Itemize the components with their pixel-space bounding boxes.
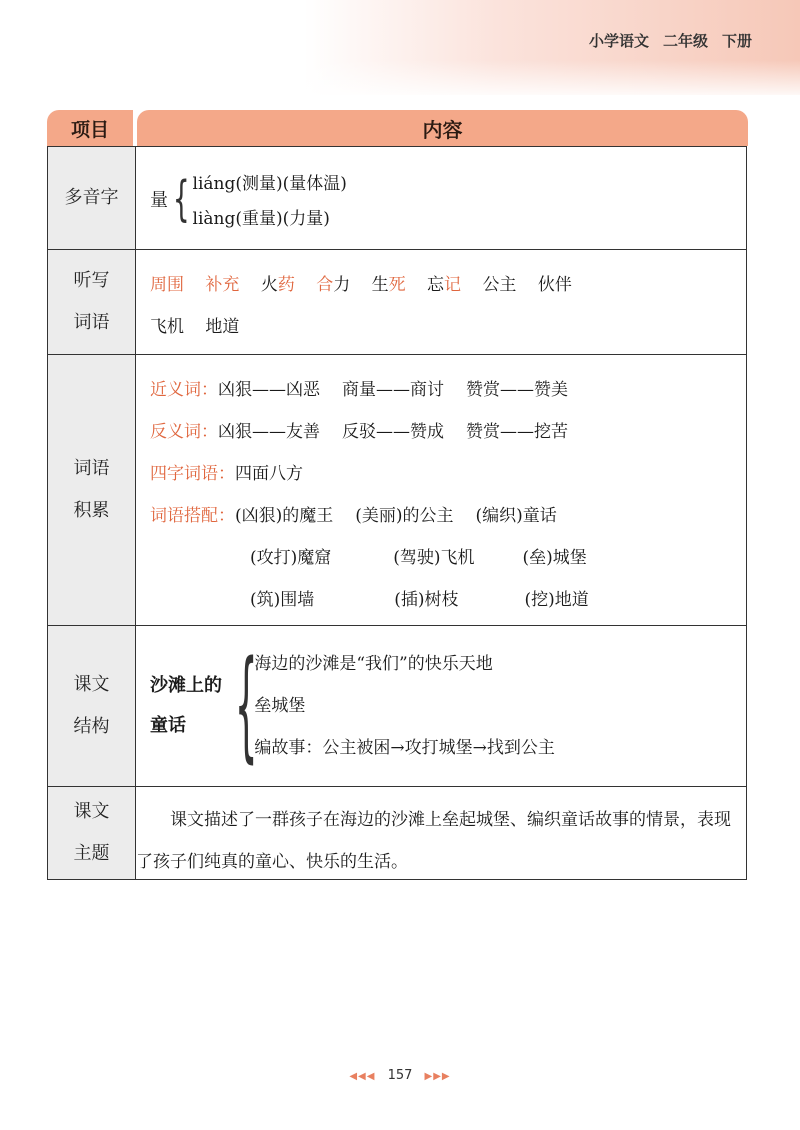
collocation-line-1 — [150, 495, 746, 537]
page-footer — [0, 1068, 800, 1083]
polyphone-reading-1: liáng(测量)(量体温) — [192, 174, 347, 194]
summary-table — [47, 110, 748, 880]
idiom-line — [150, 453, 746, 495]
row-label-line-1: 课文 — [73, 674, 110, 695]
row-label-line-2: 词语 — [73, 312, 110, 333]
row-content-structure — [136, 626, 746, 786]
structure-point: 海边的沙滩是“我们”的快乐天地 — [254, 654, 493, 674]
header-volume: 下册 — [721, 32, 752, 50]
synonym-pair: 凶狠——凶恶 — [218, 380, 320, 400]
collocation: (垒)城堡 — [522, 548, 587, 568]
table-row-theme — [48, 786, 746, 879]
header-grade: 二年级 — [662, 32, 708, 50]
row-label-line-1: 词语 — [73, 458, 110, 479]
collocation: (驾驶)飞机 — [393, 548, 475, 568]
polyphone-entry — [150, 167, 347, 231]
row-content-dictation — [136, 250, 746, 354]
dictation-word: 火药 — [260, 275, 295, 295]
synonyms-label: 近义词： — [150, 380, 218, 400]
dictation-word: 生死 — [371, 275, 406, 295]
antonym-pair: 反驳——赞成 — [342, 422, 444, 442]
collocation: (挖)地道 — [524, 590, 589, 610]
antonym-pair: 凶狠——友善 — [218, 422, 320, 442]
collocation: (编织)童话 — [475, 506, 557, 526]
structure-title: 沙滩上的 童话 — [150, 675, 222, 736]
row-label-accumulation — [48, 355, 136, 625]
dictation-word: 忘记 — [427, 275, 462, 295]
row-label-line-2: 结构 — [73, 716, 110, 737]
antonyms-label: 反义词： — [150, 422, 218, 442]
structure-brace: { — [234, 636, 258, 775]
page-number: 157 — [387, 1068, 413, 1083]
dictation-word: 补充 — [205, 275, 240, 295]
row-content-accumulation — [136, 355, 746, 625]
structure-diagram — [150, 626, 746, 786]
polyphone-brace: { — [172, 171, 190, 227]
table-row-dictation — [48, 249, 746, 354]
row-content-polyphone — [136, 147, 746, 249]
footer-right-arrows-icon: ▶▶▶ — [424, 1071, 451, 1082]
structure-points — [254, 643, 555, 769]
row-label-structure — [48, 626, 136, 786]
page-header — [589, 30, 752, 51]
column-header-item: 项目 — [47, 110, 133, 146]
dictation-word: 飞机 — [150, 317, 184, 337]
footer-left-arrows-icon: ◀◀◀ — [349, 1071, 376, 1082]
collocation: (插)树枝 — [394, 590, 459, 610]
row-label-line-2: 积累 — [73, 500, 110, 521]
table-row-polyphone — [48, 146, 746, 249]
synonyms-line — [150, 369, 746, 411]
dictation-word: 公主 — [482, 275, 517, 295]
row-label-text: 多音字 — [64, 187, 119, 208]
dictation-line-1 — [150, 264, 746, 306]
row-content-theme: 课文描述了一群孩子在海边的沙滩上垒起城堡、编织童话故事的情景，表现了孩子们纯真的童心、快乐的生活。 — [136, 810, 731, 872]
collocation-line-3 — [150, 579, 746, 621]
header-subject: 小学语文 — [588, 32, 649, 50]
dictation-word: 地道 — [205, 317, 240, 337]
row-label-polyphone — [48, 147, 136, 249]
row-label-line-1: 课文 — [73, 801, 110, 822]
table-body — [47, 146, 747, 880]
row-label-theme — [48, 787, 136, 879]
table-header-row — [47, 110, 748, 146]
dictation-word: 周围 — [150, 275, 184, 295]
table-row-accumulation — [48, 354, 746, 625]
synonym-pair: 赞赏——赞美 — [466, 380, 568, 400]
collocation: (凶狠)的魔王 — [235, 506, 334, 526]
table-row-structure — [48, 625, 746, 786]
idiom-text: 四面八方 — [235, 464, 303, 484]
polyphone-reading-2: liàng(重量)(力量) — [192, 209, 330, 229]
column-header-content: 内容 — [137, 110, 748, 146]
row-label-line-1: 听写 — [73, 270, 110, 291]
structure-point: 垒城堡 — [254, 696, 306, 716]
antonyms-line — [150, 411, 746, 453]
polyphone-readings — [193, 169, 347, 229]
dictation-word: 合力 — [316, 275, 351, 295]
collocation-line-2 — [150, 537, 746, 579]
collocation-label: 词语搭配： — [150, 506, 235, 526]
dictation-word: 伙伴 — [537, 275, 572, 295]
structure-point: 编故事：公主被困→攻打城堡→找到公主 — [254, 738, 555, 758]
dictation-line-2 — [150, 306, 746, 348]
row-label-line-2: 主题 — [73, 843, 110, 864]
collocation: (筑)围墙 — [250, 590, 315, 610]
collocation: (美丽)的公主 — [355, 506, 454, 526]
row-label-dictation — [48, 250, 136, 354]
polyphone-char: 量 — [150, 190, 168, 211]
antonym-pair: 赞赏——挖苦 — [466, 422, 568, 442]
idiom-label: 四字词语： — [150, 464, 235, 484]
collocation: (攻打)魔窟 — [250, 548, 332, 568]
synonym-pair: 商量——商讨 — [342, 380, 444, 400]
top-band-fade — [0, 60, 800, 100]
